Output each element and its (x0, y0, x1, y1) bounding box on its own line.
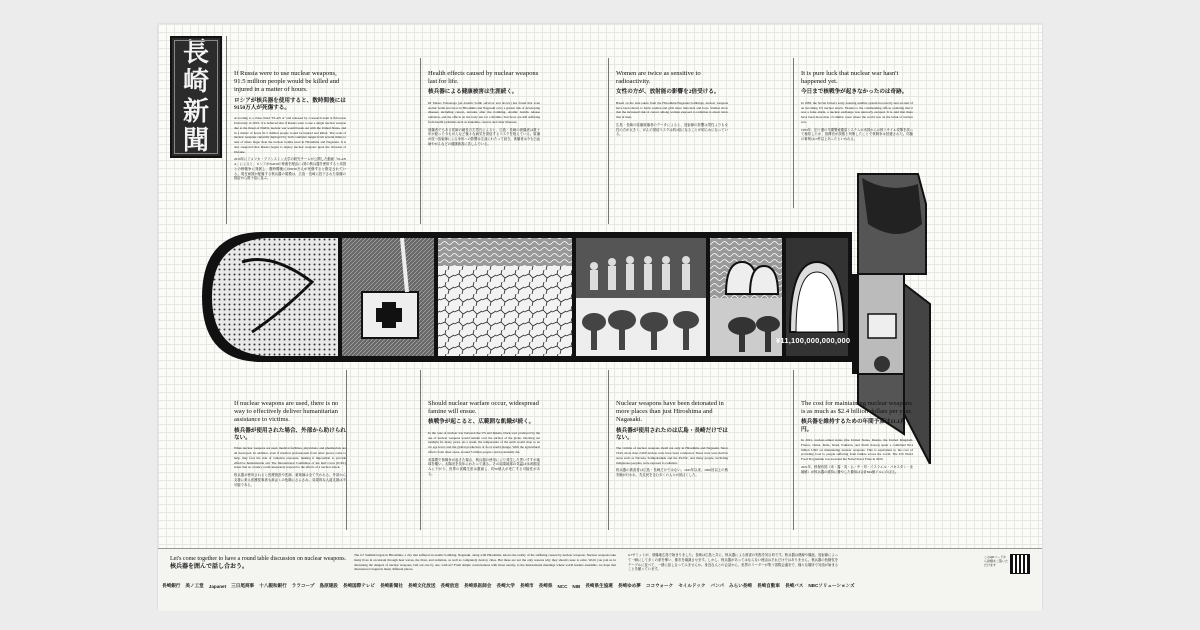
connector-line (420, 370, 421, 530)
sponsor-logo: 長崎国際テレビ (342, 583, 375, 588)
article-title-jp: ロシアが核兵器を使用すると、数時間後には9150万人が死傷する。 (234, 97, 346, 111)
article-body-jp: 米露間で核戦争が起きた場合、核兵器の使用により発生した黒いすすが地球を覆い、太陽光を長年にわたって遮る。その結果地球の気温は氷河期並みに下がり、世界の食糧生産は激減し、約50億人が死亡する可能性がある。 (428, 457, 540, 476)
footer-title (170, 555, 346, 571)
sponsor-logo: 長崎バス (784, 583, 804, 588)
article-body-en: In 2021, nuclear-armed states (the United States, Russia, the United Kingdom, France, China, India, Israel, Pakistan, and North Korea) spent a combined 82.4 billion USD on maintaining nuclear weapons. This is equivalent to the cost of providing food to people suffering from famine across the world. The UN World Food Programme was awarded the Nobel Peace Prize in 2020. (801, 438, 913, 462)
sponsor-logo: 十八親和銀行 (259, 583, 287, 588)
article-body-jp: 1983年、旧ソ連の早期警戒衛星システムが米国からの核ミサイル攻撃を誤って検知したが、指揮官が誤報と判断したことで核戦争は回避された。同様の事例は13件以上あったといわれる。 (801, 127, 913, 142)
connector-line (346, 370, 347, 530)
sponsor-logo: 長崎新聞社 (379, 583, 403, 588)
article-bottom-3 (616, 400, 728, 481)
article-title: Nuclear weapons have been detonated in more places than just Hiroshima and Nagasaki. (616, 400, 724, 424)
footer (158, 548, 1042, 611)
article-body-jp: 2019年にアメリカ・プリンストン大学の研究チームが公開した動画「PLAN A」によると、ロシアがNATOの脅威を理由に1発の核兵器を使用すると米国との核戦争に発展し、数時間後には9150万人が死傷すると推定されている。現在両国が配備する核兵器の規模は、広島・長崎に投下された原爆の数倍から数十倍に及ぶ。 (234, 157, 346, 181)
connector-line (608, 58, 609, 224)
masthead-char: 長 (182, 37, 209, 68)
article-body-jp: 広島・長崎の原爆被爆者のデータによると、放射線の影響は男性よりも女性の方が大きく、がんの発症リスクは約2倍になることが明らかになっている。 (616, 122, 728, 137)
article-title: Should nuclear warfare occur, widespread famine will ensue. (428, 400, 539, 416)
article-body-jp: 被爆者でもある医師の朝長万左男氏によると、広島・長崎の被爆者は数十年が経った今もがんなど様々な病気を発症するリスクを抱えている。原爆が放つ放射線による身体への影響は生涯にわたって続き、被爆者は今も白血病やがんなどの健康被害に苦しんでいる。 (428, 127, 540, 146)
article-body-en: When nuclear weapons are used, medical facilities, physicians, and pharmacists are all destroyed. In addition, even if medical professionals from other places come to help, they face the risk of radiation exposure, making it impossible to provide effective humanitarian aid. The International Committee of the Red Cross (ICRC) states that no country could adequately respond to the effects of a nuclear attack. (234, 446, 346, 470)
masthead-char: 聞 (182, 126, 209, 157)
sponsor-logo: ココウォーク (645, 583, 674, 588)
article-body-jp: 2021年、核保有国（米・露・英・仏・中・印・イスラエル・パキスタン・北朝鮮）が核兵器の維持に費やした費用は合計824億ドルにのぼる。 (801, 464, 913, 474)
article-top-3 (616, 70, 728, 140)
article-bottom-2 (428, 400, 540, 480)
article-body-en: In 1983, the Soviet Union's early-warning satellite system incorrectly sent an alert of an incoming US nuclear attack. Thanks to the commanding officer realizing that it was a false alarm, a nuclear exchange was narrowly escaped. It is said that there have been more than 13 similar cases where the world was on the brink of nuclear war. (801, 100, 913, 124)
connector-line (608, 370, 609, 530)
masthead-char: 新 (182, 96, 209, 127)
article-title-jp: 核兵器を維持するための年間予算は11.1兆円。 (801, 419, 906, 433)
qr-label: このQRコードから詳細をご覧いただけます (984, 555, 1009, 568)
sponsor-logo: NCC (557, 583, 568, 589)
sponsor-logo: 長崎文化放送 (407, 583, 436, 588)
footer-body-jp: G7サミットが、被爆地広島で始まりました。長崎は広島と共に、核兵器による被害の実態を知る町です。核兵器は熱線や爆風、放射線によって一瞬にして多くの命を奪い、都市を壊滅させます。しかし、核兵器があってはならない理由はそれだけではありません。核兵器の危険性をテーブルに並べて、一緒に話し合ってみませんか。身近な人との会話から、世界のリーダーが集う国際会議まで、様々な場所で対話が始まることを願っています。 (628, 553, 838, 572)
article-body-en: Based on the data taken from the Hiroshima/Nagasaki bombings, nuclear weapons have been shown to harm women and girls more than men and boys. Studies show that the increased risk of cancer among women exposed to radiation is about twice that of men. (616, 100, 728, 120)
connector-line (420, 58, 421, 224)
sponsor-logo: NBCソリューションズ (808, 583, 855, 588)
connector-line (793, 370, 794, 530)
article-title-jp: 核兵器による健康被害は生涯続く。 (428, 89, 518, 96)
sponsor-logo: みらい長崎 (729, 583, 752, 588)
article-top-1 (234, 70, 346, 184)
article-title-jp: 女性の方が、放射能の影響を2倍受ける。 (616, 89, 720, 96)
article-title-jp: 核兵器が使用されたのは広島・長崎だけではない。 (616, 427, 728, 441)
article-title: The cost for maintaining nuclear weapons is as much as $2.4 billion dollars per year. (801, 400, 912, 416)
article-body-en: Dr Masao Tomonaga (an Atomic bomb survivor and doctor) has found that even atomic bomb survivors in Hiroshima and Nagasaki carry a greater risk of developing diseases including cancer, decades after the bombing. Atomic bombs release radiation, and the effects on the body last for a lifetime. Survivors are still suffering from health problems such as leukemia, cancers and other illnesses. (428, 100, 540, 124)
sponsor-logo: 長崎県生協連 (585, 583, 613, 588)
article-top-2 (428, 70, 540, 150)
footer-body-en: The G7 Summit began in Hiroshima, a city that suffered an atomic bombing. Nagasaki, along with Hiroshima, knows the reality of the suffering caused by nuclear weapons. Nuclear weapons take many lives in an instant through heat waves, the blast, and radiation, as well as completely destroy cities. But these are not the only reasons why they should cease to exist. Won't you join us in discussing the dangers of nuclear weapons, laid out one by one, with us? From simple conversations with those nearby, to the international meetings where world leaders assemble, we hope that discussion is begun in many different places. (354, 553, 616, 572)
sponsor-logo: 長崎自動車 (756, 583, 780, 588)
sponsor-logo: Japanet (208, 583, 227, 589)
sponsor-logo: 長崎県 (538, 583, 553, 588)
article-body-en: The victims of nuclear weapons dwell not only in Hiroshima and Nagasaki. Since 1945, more than 2,000 nuclear tests have been conducted. These tests were held in areas such as Nevada, Semipalatinsk and the Pacific, and many people, including indigenous peoples, were exposed to radiation. (616, 446, 728, 465)
article-bottom-4 (801, 400, 913, 477)
article-title: If nuclear weapons are used, there is no way to effectively deliver humanitarian assistance to victims. (234, 400, 339, 424)
footer-title-jp: 核兵器を囲んで話し合おう。 (170, 564, 249, 571)
sponsor-logo: 長崎銀行 (162, 583, 181, 588)
sponsor-logo: 長崎大学 (496, 583, 515, 588)
article-title-jp: 今日まで核戦争が起きなかったのは奇跡。 (801, 89, 908, 96)
sponsor-strip (162, 583, 1038, 589)
article-body-jp: 核兵器の被害者は広島・長崎だけではない。1945年以来、2000回以上の核実験が行われ、先住民を含む多くの人々が被ばくした。 (616, 468, 728, 478)
sponsor-logo: 長崎県医師会 (463, 583, 492, 588)
article-title: Health effects caused by nuclear weapons last for life. (428, 70, 539, 86)
masthead-char: 崎 (182, 67, 209, 98)
article-title: Women are twice as sensitive to radioactivity. (616, 70, 701, 86)
article-title-jp: 核戦争が起こると、広範囲な飢餓が続く。 (428, 419, 535, 426)
article-body-jp: 核兵器が使用されると医療施設や医師、薬剤師は全て失われる。外部から支援に来る医療従事者も被ばくの危険にさらされ、効果的な人道支援は不可能である。 (234, 473, 346, 487)
sponsor-logo: 島原建設 (319, 583, 338, 588)
masthead-logo (170, 36, 222, 158)
connector-line (226, 36, 227, 224)
sponsor-logo: 長崎市 (519, 583, 534, 588)
article-top-4 (801, 70, 913, 145)
nuclear-budget-amount: ¥11,100,000,000,000 (776, 336, 851, 345)
missile-illustration (202, 222, 892, 372)
article-title: If Russia were to use nuclear weapons, 91.5 million people would be killed and injured in a matter of hours. (234, 70, 340, 94)
sponsor-logo: ララコープ (291, 583, 315, 588)
sponsor-logo: バンパ (710, 583, 724, 588)
article-title: It is pure luck that nuclear war hasn't happened yet. (801, 70, 899, 86)
sponsor-logo: 美ノ工堂 (185, 583, 204, 588)
sponsor-logo: 長崎放送 (440, 583, 459, 588)
connector-line (793, 58, 794, 208)
article-body-en: According to a video titled "PLAN A" and released by a research team at Princeton University in 2019, it is believed that if Russia were to use a single nuclear weapon due to the threat of NATO, nuclear war would break out with the United States, and in a matter of hours 91.5 million people would be injured and killed. The scale of nuclear weapons currently deployed by both countries ranges from several times to tens of times larger than the nuclear bombs used in Hiroshima and Nagasaki. It is also suspected that Russia began to deploy nuclear weapons upon the invasion of Ukraine. (234, 116, 346, 154)
sponsor-logo: セイルドック (678, 583, 706, 588)
sponsor-logo: NIB (572, 583, 581, 589)
article-body-en: In the case of nuclear war between the US and Russia, black soot produced by the use of nuclear weapons would remain over the surface of the globe, blocking out sunlight for many years. As a result, the temperature of the earth would drop to an ice age level, and the global production of food would plunge. With the agricultural effects from other areas, around 5 billion people could potentially die. (428, 430, 540, 454)
article-bottom-1 (234, 400, 346, 490)
sponsor-logo: 長崎ゆめ夢 (617, 583, 641, 588)
sponsor-logo: 三日尾商事 (231, 583, 255, 588)
qr-code[interactable] (1010, 554, 1030, 574)
article-title-jp: 核兵器が使用された場合、外部から助けられない。 (234, 427, 346, 441)
newspaper-page (158, 24, 1042, 610)
footer-title-en: Let's come together to have a round table discussion on nuclear weapons. (170, 556, 347, 562)
